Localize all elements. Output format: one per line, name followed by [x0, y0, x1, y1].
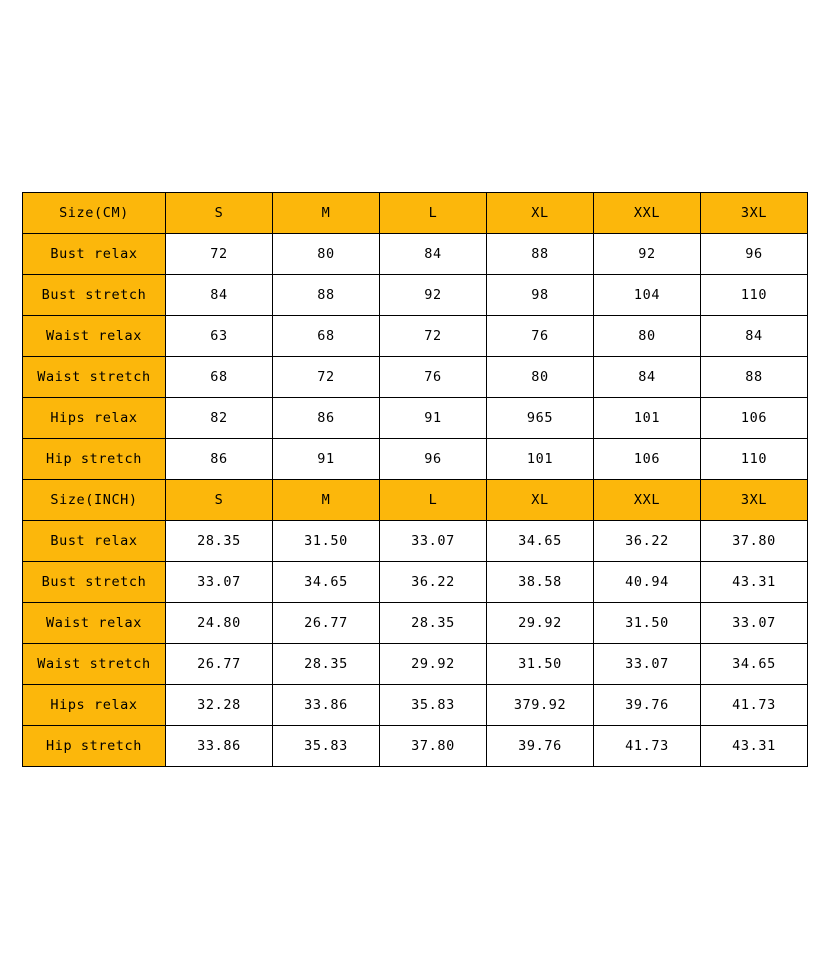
table-cell: 32.28 [166, 685, 273, 726]
table-cell: 28.35 [273, 644, 380, 685]
table-row [23, 726, 808, 767]
table-cell: 88 [487, 234, 594, 275]
row-label: Waist relax [23, 603, 166, 644]
table-row [23, 357, 808, 398]
row-label: Waist stretch [23, 357, 166, 398]
column-header-s: S [166, 480, 273, 521]
table-cell: 28.35 [380, 603, 487, 644]
table-cell: 80 [594, 316, 701, 357]
column-header-l: L [380, 193, 487, 234]
column-header-size-inch: Size(INCH) [23, 480, 166, 521]
table-cell: 86 [166, 439, 273, 480]
table-cell: 96 [701, 234, 808, 275]
table-header-row [23, 480, 808, 521]
table-cell: 88 [701, 357, 808, 398]
row-label: Bust stretch [23, 562, 166, 603]
table-cell: 68 [273, 316, 380, 357]
row-label: Waist stretch [23, 644, 166, 685]
table-cell: 106 [594, 439, 701, 480]
table-cell: 35.83 [380, 685, 487, 726]
table-cell: 84 [380, 234, 487, 275]
table-cell: 91 [380, 398, 487, 439]
table-cell: 39.76 [594, 685, 701, 726]
table-cell: 101 [487, 439, 594, 480]
table-cell: 76 [380, 357, 487, 398]
size-chart-table [22, 192, 808, 767]
column-header-l: L [380, 480, 487, 521]
table-row [23, 316, 808, 357]
column-header-xl: XL [487, 480, 594, 521]
table-cell: 82 [166, 398, 273, 439]
table-cell: 80 [273, 234, 380, 275]
table-cell: 41.73 [701, 685, 808, 726]
table-cell: 106 [701, 398, 808, 439]
table-cell: 80 [487, 357, 594, 398]
table-cell: 24.80 [166, 603, 273, 644]
table-cell: 33.07 [380, 521, 487, 562]
table-cell: 29.92 [487, 603, 594, 644]
column-header-3xl: 3XL [701, 480, 808, 521]
table-cell: 101 [594, 398, 701, 439]
table-row [23, 275, 808, 316]
table-cell: 28.35 [166, 521, 273, 562]
table-cell: 38.58 [487, 562, 594, 603]
table-cell: 31.50 [273, 521, 380, 562]
table-row [23, 562, 808, 603]
table-cell: 98 [487, 275, 594, 316]
table-cell: 92 [380, 275, 487, 316]
table-cell: 72 [166, 234, 273, 275]
table-row [23, 234, 808, 275]
table-cell: 76 [487, 316, 594, 357]
table-cell: 33.07 [594, 644, 701, 685]
table-cell: 88 [273, 275, 380, 316]
table-row [23, 439, 808, 480]
column-header-m: M [273, 480, 380, 521]
table-cell: 96 [380, 439, 487, 480]
table-cell: 34.65 [273, 562, 380, 603]
column-header-xl: XL [487, 193, 594, 234]
table-cell: 68 [166, 357, 273, 398]
table-cell: 31.50 [594, 603, 701, 644]
table-cell: 72 [380, 316, 487, 357]
table-cell: 41.73 [594, 726, 701, 767]
column-header-m: M [273, 193, 380, 234]
table-cell: 39.76 [487, 726, 594, 767]
table-cell: 33.86 [273, 685, 380, 726]
row-label: Bust relax [23, 521, 166, 562]
table-cell: 33.07 [166, 562, 273, 603]
table-row [23, 603, 808, 644]
table-cell: 110 [701, 439, 808, 480]
column-header-xxl: XXL [594, 193, 701, 234]
table-cell: 86 [273, 398, 380, 439]
row-label: Waist relax [23, 316, 166, 357]
table-cell: 63 [166, 316, 273, 357]
table-cell: 36.22 [380, 562, 487, 603]
table-row [23, 398, 808, 439]
table-cell: 84 [701, 316, 808, 357]
table-cell: 34.65 [701, 644, 808, 685]
column-header-size-cm: Size(CM) [23, 193, 166, 234]
table-cell: 37.80 [701, 521, 808, 562]
row-label: Hips relax [23, 398, 166, 439]
table-row [23, 644, 808, 685]
table-cell: 72 [273, 357, 380, 398]
table-cell: 36.22 [594, 521, 701, 562]
table-cell: 26.77 [273, 603, 380, 644]
table-cell: 43.31 [701, 726, 808, 767]
table-cell: 40.94 [594, 562, 701, 603]
table-cell: 37.80 [380, 726, 487, 767]
column-header-s: S [166, 193, 273, 234]
table-cell: 33.86 [166, 726, 273, 767]
table-cell: 379.92 [487, 685, 594, 726]
column-header-3xl: 3XL [701, 193, 808, 234]
row-label: Bust stretch [23, 275, 166, 316]
table-cell: 35.83 [273, 726, 380, 767]
table-cell: 26.77 [166, 644, 273, 685]
table-cell: 110 [701, 275, 808, 316]
row-label: Hip stretch [23, 439, 166, 480]
table-header-row [23, 193, 808, 234]
table-cell: 84 [166, 275, 273, 316]
table-cell: 33.07 [701, 603, 808, 644]
row-label: Hip stretch [23, 726, 166, 767]
table-cell: 965 [487, 398, 594, 439]
table-row [23, 685, 808, 726]
table-cell: 31.50 [487, 644, 594, 685]
table-cell: 34.65 [487, 521, 594, 562]
column-header-xxl: XXL [594, 480, 701, 521]
size-chart-container [22, 192, 808, 767]
row-label: Hips relax [23, 685, 166, 726]
table-cell: 84 [594, 357, 701, 398]
table-cell: 92 [594, 234, 701, 275]
row-label: Bust relax [23, 234, 166, 275]
table-cell: 91 [273, 439, 380, 480]
table-cell: 43.31 [701, 562, 808, 603]
table-cell: 104 [594, 275, 701, 316]
table-cell: 29.92 [380, 644, 487, 685]
table-row [23, 521, 808, 562]
